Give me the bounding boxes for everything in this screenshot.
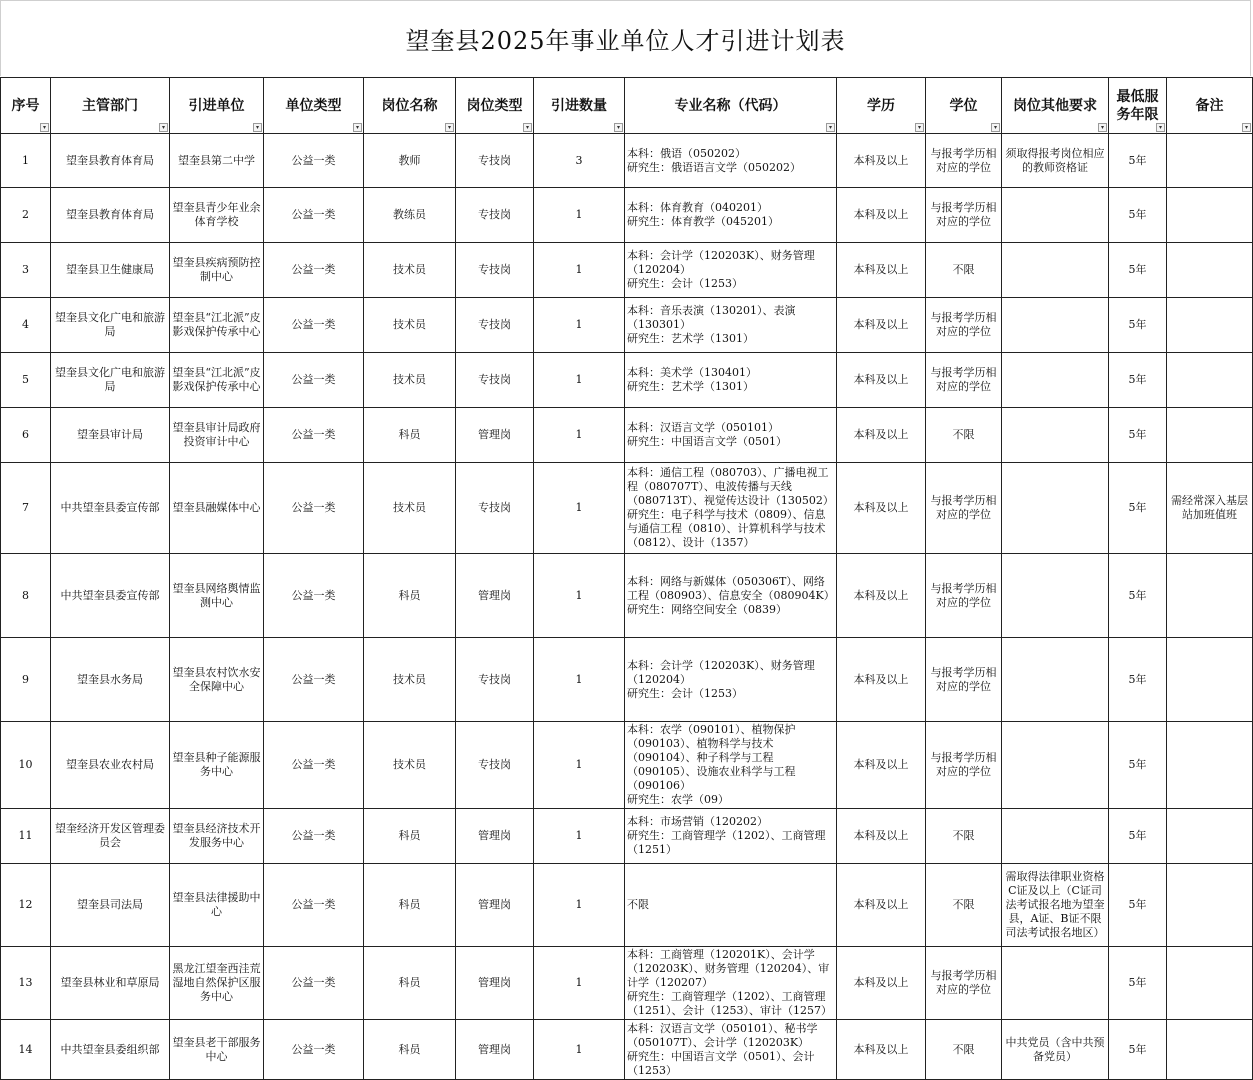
cell-other-requirements	[1002, 638, 1109, 722]
cell-unit-type: 公益一类	[264, 864, 364, 947]
table-row	[1, 554, 1253, 638]
cell-unit-type: 公益一类	[264, 554, 364, 638]
cell-index: 3	[1, 243, 51, 298]
cell-degree: 不限	[926, 243, 1002, 298]
cell-degree: 与报考学历相对应的学位	[926, 134, 1002, 188]
cell-post-name: 教师	[364, 134, 456, 188]
cell-unit-type: 公益一类	[264, 638, 364, 722]
cell-education: 本科及以上	[837, 298, 926, 353]
header-label: 序号	[11, 97, 40, 114]
table-row	[1, 353, 1253, 408]
cell-min-service: 5年	[1109, 243, 1167, 298]
cell-major	[625, 463, 837, 554]
major-line: 研究生：工商管理学（1202）、工商管理（1251）、会计（1253）、审计（1257）	[627, 990, 832, 1017]
cell-quantity: 1	[534, 1020, 625, 1080]
cell-unit-type: 公益一类	[264, 298, 364, 353]
cell-index: 5	[1, 353, 51, 408]
cell-unit: 望奎县法律援助中心	[170, 864, 264, 947]
dropdown-filter-icon[interactable]: ▾	[1242, 123, 1251, 132]
cell-remarks	[1167, 188, 1253, 243]
cell-remarks	[1167, 408, 1253, 463]
cell-major	[625, 408, 837, 463]
cell-index: 11	[1, 809, 51, 864]
cell-education: 本科及以上	[837, 638, 926, 722]
major-line: 研究生：工商管理学（1202）、工商管理（1251）	[627, 829, 826, 856]
cell-other-requirements	[1002, 463, 1109, 554]
header-label: 主管部门	[82, 97, 138, 114]
cell-min-service: 5年	[1109, 134, 1167, 188]
cell-post-name: 科员	[364, 408, 456, 463]
cell-other-requirements	[1002, 722, 1109, 809]
cell-remarks	[1167, 947, 1253, 1020]
table-row	[1, 864, 1253, 947]
cell-index: 1	[1, 134, 51, 188]
dropdown-filter-icon[interactable]: ▾	[915, 123, 924, 132]
cell-education: 本科及以上	[837, 188, 926, 243]
cell-degree: 与报考学历相对应的学位	[926, 188, 1002, 243]
cell-index: 4	[1, 298, 51, 353]
cell-quantity: 1	[534, 463, 625, 554]
cell-post-type: 专技岗	[456, 243, 534, 298]
cell-unit: 望奎县第二中学	[170, 134, 264, 188]
cell-major	[625, 1020, 837, 1080]
major-line: 本科：体育教育（040201）	[627, 201, 768, 214]
cell-department: 望奎县农业农村局	[51, 722, 170, 809]
table-row	[1, 722, 1253, 809]
col-header-post-type	[456, 78, 534, 134]
table-row	[1, 638, 1253, 722]
cell-quantity: 1	[534, 298, 625, 353]
plan-table	[0, 77, 1253, 1080]
cell-department: 中共望奎县委宣传部	[51, 554, 170, 638]
cell-post-type: 专技岗	[456, 722, 534, 809]
col-header-unit	[170, 78, 264, 134]
cell-post-type: 专技岗	[456, 638, 534, 722]
dropdown-filter-icon[interactable]: ▾	[1098, 123, 1107, 132]
col-header-department	[51, 78, 170, 134]
cell-unit: 望奎县网络舆情监测中心	[170, 554, 264, 638]
cell-education: 本科及以上	[837, 243, 926, 298]
cell-post-type: 管理岗	[456, 554, 534, 638]
cell-education: 本科及以上	[837, 809, 926, 864]
cell-post-type: 管理岗	[456, 408, 534, 463]
major-line: 本科：市场营销（120202）	[627, 815, 768, 828]
cell-other-requirements	[1002, 554, 1109, 638]
cell-quantity: 1	[534, 947, 625, 1020]
cell-department: 望奎经济开发区管理委员会	[51, 809, 170, 864]
major-line: 研究生：中国语言文学（0501）	[627, 435, 787, 448]
cell-post-name: 技术员	[364, 638, 456, 722]
cell-education: 本科及以上	[837, 864, 926, 947]
table-row	[1, 243, 1253, 298]
cell-min-service: 5年	[1109, 554, 1167, 638]
table-body	[1, 134, 1253, 1080]
cell-index: 8	[1, 554, 51, 638]
cell-remarks: 需经常深入基层站加班值班	[1167, 463, 1253, 554]
cell-min-service: 5年	[1109, 353, 1167, 408]
major-line: 研究生：农学（09）	[627, 793, 729, 806]
dropdown-filter-icon[interactable]: ▾	[826, 123, 835, 132]
cell-department: 望奎县林业和草原局	[51, 947, 170, 1020]
cell-unit: 望奎县农村饮水安全保障中心	[170, 638, 264, 722]
cell-min-service: 5年	[1109, 722, 1167, 809]
cell-quantity: 1	[534, 243, 625, 298]
col-header-index	[1, 78, 51, 134]
col-header-unit-type	[264, 78, 364, 134]
cell-post-name: 教练员	[364, 188, 456, 243]
cell-other-requirements	[1002, 243, 1109, 298]
cell-major	[625, 864, 837, 947]
cell-quantity: 1	[534, 408, 625, 463]
cell-unit-type: 公益一类	[264, 947, 364, 1020]
cell-quantity: 1	[534, 353, 625, 408]
major-line: 研究生：中国语言文学（0501）、会计（1253）	[627, 1049, 815, 1077]
col-header-other-requirements	[1002, 78, 1109, 134]
dropdown-filter-icon[interactable]: ▾	[353, 123, 362, 132]
cell-min-service: 5年	[1109, 864, 1167, 947]
cell-major	[625, 353, 837, 408]
table-row	[1, 298, 1253, 353]
cell-remarks	[1167, 809, 1253, 864]
cell-department: 中共望奎县委组织部	[51, 1020, 170, 1080]
cell-min-service: 5年	[1109, 408, 1167, 463]
cell-other-requirements	[1002, 188, 1109, 243]
cell-unit: 望奎县审计局政府投资审计中心	[170, 408, 264, 463]
header-row	[1, 78, 1253, 134]
cell-other-requirements	[1002, 353, 1109, 408]
major-line: 研究生：会计（1253）	[627, 686, 743, 700]
cell-department: 望奎县文化广电和旅游局	[51, 298, 170, 353]
col-header-post-name	[364, 78, 456, 134]
header-label: 学历	[867, 97, 895, 114]
header-label: 专业名称（代码）	[674, 97, 787, 114]
cell-index: 13	[1, 947, 51, 1020]
header-label: 备注	[1195, 97, 1224, 114]
col-header-degree	[926, 78, 1002, 134]
cell-unit-type: 公益一类	[264, 722, 364, 809]
cell-post-name: 科员	[364, 809, 456, 864]
cell-degree: 与报考学历相对应的学位	[926, 554, 1002, 638]
header-label: 学位	[949, 97, 978, 114]
cell-major	[625, 638, 837, 722]
cell-min-service: 5年	[1109, 188, 1167, 243]
cell-unit: 望奎县疾病预防控制中心	[170, 243, 264, 298]
dropdown-filter-icon[interactable]: ▾	[40, 123, 49, 132]
cell-degree: 不限	[926, 1020, 1002, 1080]
cell-remarks	[1167, 864, 1253, 947]
cell-department: 中共望奎县委宣传部	[51, 463, 170, 554]
col-header-education	[837, 78, 926, 134]
header-label: 岗位名称	[381, 97, 438, 114]
cell-quantity: 1	[534, 722, 625, 809]
major-line: 本科：俄语（050202）	[627, 146, 746, 160]
cell-unit-type: 公益一类	[264, 134, 364, 188]
cell-major	[625, 298, 837, 353]
cell-unit: 望奎县种子能源服务中心	[170, 722, 264, 809]
dropdown-filter-icon[interactable]: ▾	[253, 123, 262, 132]
cell-index: 10	[1, 722, 51, 809]
cell-other-requirements: 须取得报考岗位相应的教师资格证	[1002, 134, 1109, 188]
major-line: 本科：网络与新媒体（050306T）、网络工程（080903）、信息安全（080904K）	[627, 574, 835, 602]
cell-quantity: 1	[534, 809, 625, 864]
cell-major	[625, 554, 837, 638]
cell-unit: 望奎县青少年业余体育学校	[170, 188, 264, 243]
cell-degree: 与报考学历相对应的学位	[926, 463, 1002, 554]
col-header-remarks	[1167, 78, 1253, 134]
cell-department: 望奎县文化广电和旅游局	[51, 353, 170, 408]
major-line: 本科：会计学（120203K）、财务管理（120204）	[627, 658, 815, 686]
cell-min-service: 5年	[1109, 638, 1167, 722]
cell-degree: 与报考学历相对应的学位	[926, 638, 1002, 722]
table-row	[1, 463, 1253, 554]
cell-education: 本科及以上	[837, 1020, 926, 1080]
cell-other-requirements: 中共党员（含中共预备党员）	[1002, 1020, 1109, 1080]
cell-department: 望奎县司法局	[51, 864, 170, 947]
cell-min-service: 5年	[1109, 1020, 1167, 1080]
table-row	[1, 134, 1253, 188]
major-line: 研究生：网络空间安全（0839）	[627, 602, 787, 616]
header-label: 引进数量	[551, 97, 607, 114]
major-line: 本科：工商管理（120201K）、会计学（120203K）、财务管理（120204）、审计学（120207）	[627, 948, 830, 989]
cell-remarks	[1167, 353, 1253, 408]
cell-other-requirements	[1002, 298, 1109, 353]
major-line: 不限	[627, 898, 649, 911]
cell-other-requirements	[1002, 809, 1109, 864]
cell-department: 望奎县教育体育局	[51, 134, 170, 188]
major-line: 研究生：艺术学（1301）	[627, 332, 754, 345]
cell-education: 本科及以上	[837, 353, 926, 408]
cell-post-type: 专技岗	[456, 134, 534, 188]
dropdown-filter-icon[interactable]: ▾	[1156, 123, 1165, 132]
cell-education: 本科及以上	[837, 408, 926, 463]
cell-unit-type: 公益一类	[264, 408, 364, 463]
cell-index: 14	[1, 1020, 51, 1080]
header-label: 单位类型	[285, 97, 342, 114]
cell-degree: 不限	[926, 809, 1002, 864]
dropdown-filter-icon[interactable]: ▾	[523, 123, 532, 132]
cell-index: 2	[1, 188, 51, 243]
col-header-major	[625, 78, 837, 134]
cell-degree: 与报考学历相对应的学位	[926, 298, 1002, 353]
cell-other-requirements	[1002, 947, 1109, 1020]
cell-remarks	[1167, 1020, 1253, 1080]
cell-remarks	[1167, 554, 1253, 638]
cell-post-type: 专技岗	[456, 353, 534, 408]
cell-department: 望奎县教育体育局	[51, 188, 170, 243]
cell-post-name: 科员	[364, 864, 456, 947]
cell-department: 望奎县卫生健康局	[51, 243, 170, 298]
cell-min-service: 5年	[1109, 463, 1167, 554]
cell-degree: 与报考学历相对应的学位	[926, 947, 1002, 1020]
cell-remarks	[1167, 243, 1253, 298]
cell-unit-type: 公益一类	[264, 188, 364, 243]
header-label: 岗位其他要求	[1013, 97, 1097, 114]
cell-post-type: 管理岗	[456, 864, 534, 947]
cell-major	[625, 134, 837, 188]
cell-unit: 黑龙江望奎西洼荒湿地自然保护区服务中心	[170, 947, 264, 1020]
cell-unit: 望奎县“江北派”皮影戏保护传承中心	[170, 298, 264, 353]
table-row	[1, 809, 1253, 864]
cell-other-requirements: 需取得法律职业资格C证及以上（C证司法考试报名地为望奎县，A证、B证不限司法考试报名地区）	[1002, 864, 1109, 947]
cell-education: 本科及以上	[837, 554, 926, 638]
cell-major	[625, 243, 837, 298]
col-header-quantity	[534, 78, 625, 134]
cell-remarks	[1167, 134, 1253, 188]
cell-post-name: 技术员	[364, 298, 456, 353]
cell-major	[625, 947, 837, 1020]
header-label: 引进单位	[188, 97, 245, 114]
cell-unit: 望奎县“江北派”皮影戏保护传承中心	[170, 353, 264, 408]
cell-index: 12	[1, 864, 51, 947]
major-line: 本科：通信工程（080703）、广播电视工程（080707T）、电波传播与天线（080713T）、视觉传达设计（130502）	[627, 466, 834, 507]
cell-remarks	[1167, 298, 1253, 353]
cell-unit: 望奎县融媒体中心	[170, 463, 264, 554]
major-line: 研究生：体育教学（045201）	[627, 215, 779, 228]
cell-post-type: 专技岗	[456, 463, 534, 554]
sheet-title-bar	[0, 0, 1251, 76]
cell-quantity: 1	[534, 188, 625, 243]
major-line: 本科：汉语言文学（050101）	[627, 421, 779, 434]
cell-degree: 不限	[926, 408, 1002, 463]
cell-index: 6	[1, 408, 51, 463]
table-row	[1, 1020, 1253, 1080]
major-line: 本科：音乐表演（130201）、表演（130301）	[627, 304, 796, 331]
cell-quantity: 1	[534, 864, 625, 947]
cell-post-type: 管理岗	[456, 1020, 534, 1080]
cell-post-type: 管理岗	[456, 809, 534, 864]
major-line: 研究生：俄语语言文学（050202）	[627, 160, 801, 174]
cell-unit-type: 公益一类	[264, 1020, 364, 1080]
cell-remarks	[1167, 722, 1253, 809]
cell-post-type: 专技岗	[456, 188, 534, 243]
cell-post-name: 技术员	[364, 722, 456, 809]
cell-unit-type: 公益一类	[264, 463, 364, 554]
cell-index: 7	[1, 463, 51, 554]
table-row	[1, 408, 1253, 463]
cell-degree: 不限	[926, 864, 1002, 947]
cell-post-name: 科员	[364, 947, 456, 1020]
cell-major	[625, 722, 837, 809]
cell-min-service: 5年	[1109, 809, 1167, 864]
cell-department: 望奎县审计局	[51, 408, 170, 463]
cell-department: 望奎县水务局	[51, 638, 170, 722]
major-line: 本科：会计学（120203K）、财务管理（120204）	[627, 249, 815, 276]
cell-quantity: 3	[534, 134, 625, 188]
cell-unit: 望奎县老干部服务中心	[170, 1020, 264, 1080]
cell-education: 本科及以上	[837, 134, 926, 188]
cell-education: 本科及以上	[837, 722, 926, 809]
cell-education: 本科及以上	[837, 947, 926, 1020]
cell-post-name: 技术员	[364, 353, 456, 408]
cell-min-service: 5年	[1109, 298, 1167, 353]
major-line: 本科：农学（090101）、植物保护（090103）、植物科学与技术（090104）、种子科学与工程（090105）、设施农业科学与工程（090106）	[627, 723, 796, 792]
cell-degree: 与报考学历相对应的学位	[926, 722, 1002, 809]
table-row	[1, 947, 1253, 1020]
dropdown-filter-icon[interactable]: ▾	[445, 123, 454, 132]
cell-post-type: 管理岗	[456, 947, 534, 1020]
cell-min-service: 5年	[1109, 947, 1167, 1020]
cell-post-name: 科员	[364, 1020, 456, 1080]
major-line: 研究生：会计（1253）	[627, 277, 743, 290]
cell-unit-type: 公益一类	[264, 243, 364, 298]
cell-post-name: 科员	[364, 554, 456, 638]
cell-education: 本科及以上	[837, 463, 926, 554]
cell-other-requirements	[1002, 408, 1109, 463]
dropdown-filter-icon[interactable]: ▾	[614, 123, 623, 132]
cell-post-type: 专技岗	[456, 298, 534, 353]
cell-post-name: 技术员	[364, 243, 456, 298]
col-header-min-service	[1109, 78, 1167, 134]
major-line: 本科：美术学（130401）	[627, 366, 757, 379]
major-line: 本科：汉语言文学（050101）、秘书学（050107T）、会计学（120203K）	[627, 1021, 818, 1049]
cell-unit-type: 公益一类	[264, 353, 364, 408]
major-line: 研究生：艺术学（1301）	[627, 380, 754, 393]
page-title: 望奎县2025年事业单位人才引进计划表	[405, 27, 846, 55]
cell-major	[625, 809, 837, 864]
table-row	[1, 188, 1253, 243]
cell-unit-type: 公益一类	[264, 809, 364, 864]
cell-quantity: 1	[534, 638, 625, 722]
dropdown-filter-icon[interactable]: ▾	[991, 123, 1000, 132]
cell-degree: 与报考学历相对应的学位	[926, 353, 1002, 408]
cell-remarks	[1167, 638, 1253, 722]
cell-quantity: 1	[534, 554, 625, 638]
cell-index: 9	[1, 638, 51, 722]
header-label: 岗位类型	[466, 97, 523, 114]
header-label: 最低服务年限	[1116, 88, 1159, 123]
cell-major	[625, 188, 837, 243]
cell-post-name: 技术员	[364, 463, 456, 554]
dropdown-filter-icon[interactable]: ▾	[159, 123, 168, 132]
major-line: 研究生：电子科学与技术（0809）、信息与通信工程（0810）、计算机科学与技术（0812）、设计（1357）	[627, 508, 826, 549]
cell-unit: 望奎县经济技术开发服务中心	[170, 809, 264, 864]
